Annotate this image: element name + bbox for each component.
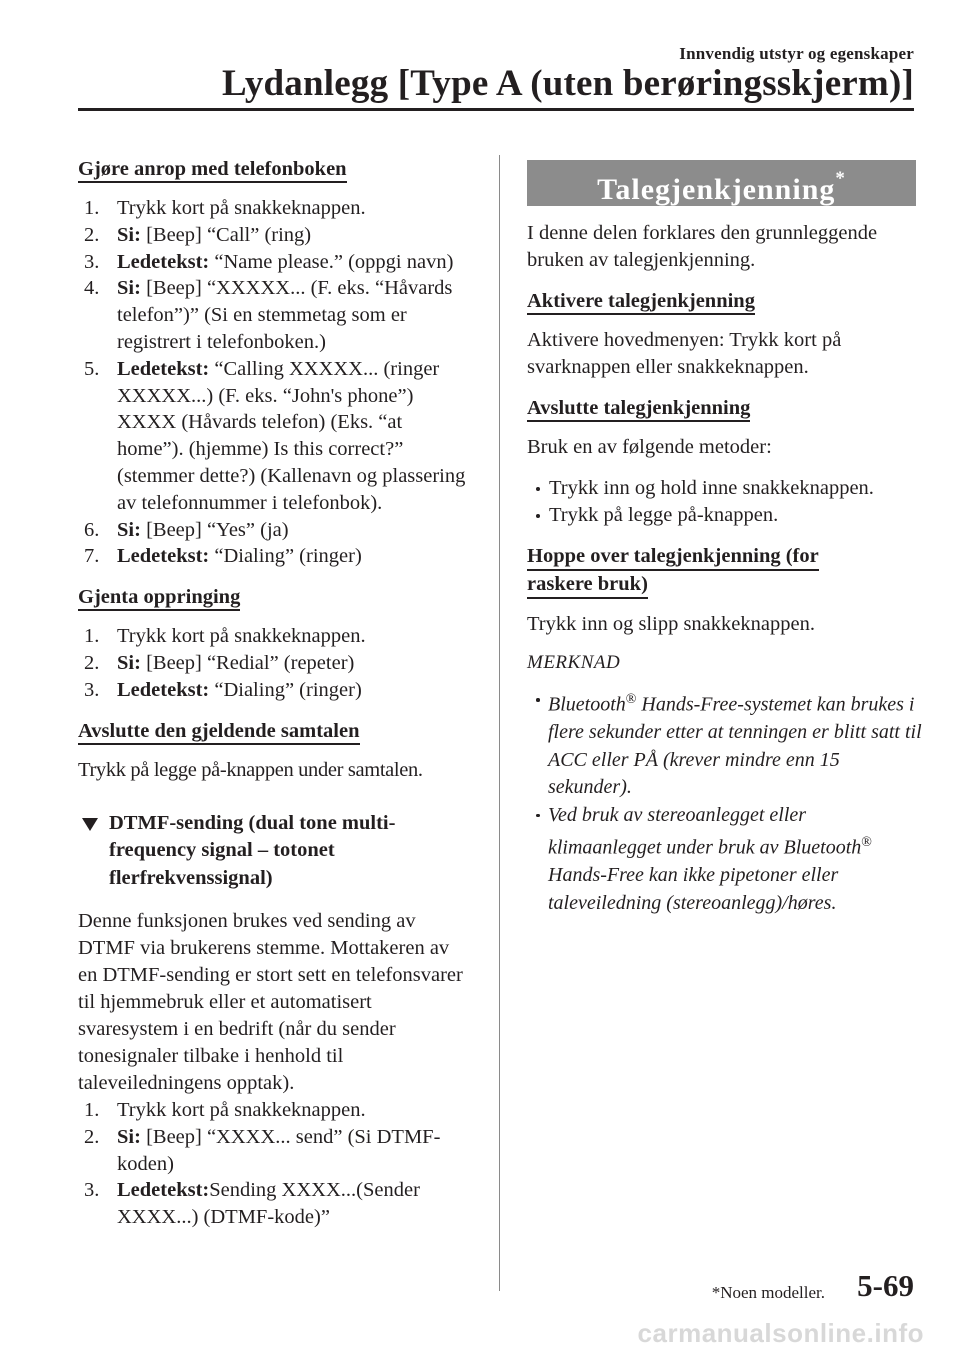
step-text: Sending XXXX...(Sender XXXX...) (DTMF-kode)” [117,1179,420,1229]
section-banner: Talegjenkjenning* [527,160,916,206]
step-text: “Dialing” (ringer) [209,545,362,568]
note-item: Ved bruk av stereoanlegget eller klimaanlegget under bruk av Bluetooth® Hands-Free kan ikke pipetoner eller taleveiledning (stereoanlegg)/høres. [527,802,922,918]
step-item [78,249,473,276]
step-item [78,623,473,650]
dtmf-steps [78,1097,473,1231]
intro-text: I denne delen forklares den grunnleggende bruken av talegjenkjenning. [527,222,878,271]
left-column [78,156,473,1245]
asterisk-footnote-mark: * [835,168,846,189]
step-item [78,195,473,222]
step-text: “Dialing” (ringer) [209,678,362,701]
step-number: 3. [84,678,100,701]
header-rule [78,108,914,111]
step-item [78,1097,473,1124]
step-number: 4. [84,277,100,300]
step-number: 2. [84,223,100,246]
step-label: Ledetekst: [117,357,210,380]
page-number: 5-69 [857,1268,914,1303]
page-title: Lydanlegg [Type A (uten berøringsskjerm)] [221,63,914,104]
step-text: [Beep] “XXXXX... (F. eks. “Håvards telefon”)” (Si en stemmetag som er registrert i telefonboken.) [117,277,453,353]
step-number: 3. [84,250,100,273]
step-text: [Beep] “Call” (ring) [140,223,312,246]
bullet-item: Trykk på legge på-knappen. [527,502,922,529]
redial-steps [78,623,473,703]
step-number: 2. [84,1125,100,1148]
step-item [78,543,473,570]
step-text: “Calling XXXXX... (ringer XXXXX...) (F. eks. “John's phone”) XXXX (Håvards telefon) (Eks. “at home”). (hjemme) Is this correct?” (stemmer dette?) (Kallenavn og plassering av telefonnummer i telefonbok). [117,357,466,514]
activate-heading: Aktivere talegjenkjenning [527,288,922,315]
skip-text: Trykk inn og slipp snakkeknappen. [527,613,815,635]
step-item [78,1124,473,1178]
step-item [78,356,473,517]
deactivate-heading: Avslutte talegjenkjenning [527,395,922,422]
end-call-text: Trykk på legge på-knappen under samtalen. [78,758,423,781]
step-text: [Beep] “Redial” (repeter) [140,651,355,674]
step-number: 1. [84,625,100,648]
step-label: Si: [117,518,141,541]
phonebook-steps [78,195,473,570]
step-item [78,275,473,355]
step-number: 5. [84,357,100,380]
step-number: 6. [84,518,100,541]
note-item: Bluetooth® Hands-Free-systemet kan brukes i flere sekunder etter at tenningen er blitt satt til ACC eller PÅ (krever mindre enn 15 sekunder). [527,686,922,802]
step-label: Si: [117,1125,141,1148]
phonebook-heading: Gjøre anrop med telefonboken [78,156,473,183]
step-number: 2. [84,651,100,674]
bullet-item: Trykk inn og hold inne snakkeknappen. [527,475,922,502]
step-label: Si: [117,651,141,674]
end-call-heading: Avslutte den gjeldende samtalen [78,718,473,745]
dtmf-heading: DTMF-sending (dual tone multi-frequency signal – totonet flerfrekvenssignal) [78,810,473,893]
step-text: [Beep] “XXXX... send” (Si DTMF-koden) [117,1125,441,1175]
step-text: Trykk kort på snakkeknappen. [117,625,366,648]
column-divider [499,155,500,1291]
deactivate-text: Bruk en av følgende metoder: [527,436,772,458]
step-label: Si: [117,223,141,246]
activate-text: Aktivere hovedmenyen: Trykk kort på svarknappen eller snakkeknappen. [527,329,842,378]
step-label: Si: [117,277,141,300]
watermark: carmanualsonline.info [637,1318,924,1348]
footnote: *Noen modeller. [711,1283,825,1302]
step-number: 1. [84,197,100,219]
step-number: 1. [84,1099,100,1122]
step-number: 7. [84,545,100,568]
step-item [78,517,473,544]
step-item [78,677,473,704]
step-text: [Beep] “Yes” (ja) [140,518,289,541]
step-number: 3. [84,1179,100,1202]
triangle-bullet-icon [82,818,98,831]
step-label: Ledetekst: [117,1179,210,1202]
note-label: MERKNAD [527,652,621,673]
step-item [78,222,473,249]
notes-list [527,686,922,917]
right-column [527,156,922,917]
step-item [78,650,473,677]
deactivate-bullets [527,475,922,529]
redial-heading: Gjenta oppringing [78,584,473,611]
chapter-subtitle: Innvendig utstyr og egenskaper [679,44,914,63]
step-item [78,1177,473,1231]
step-label: Ledetekst: [117,545,210,568]
step-text: “Name please.” (oppgi navn) [209,250,454,273]
step-label: Ledetekst: [117,678,210,701]
skip-heading: Hoppe over talegjenkjenning (for raskere bruk) [527,543,922,599]
step-text: Trykk kort på snakkeknappen. [117,197,366,219]
dtmf-text: Denne funksjonen brukes ved sending av DTMF via brukerens stemme. Mottakeren av en DTMF-sending er stort sett en telefonsvarer til hjemmebruk eller et automatisert svaresystem i en bedrift (når du sender tonesignaler tilbake i henhold til taleveiledningens opptak). [78,910,463,1095]
step-label: Ledetekst: [117,250,210,273]
step-text: Trykk kort på snakkeknappen. [117,1099,366,1122]
